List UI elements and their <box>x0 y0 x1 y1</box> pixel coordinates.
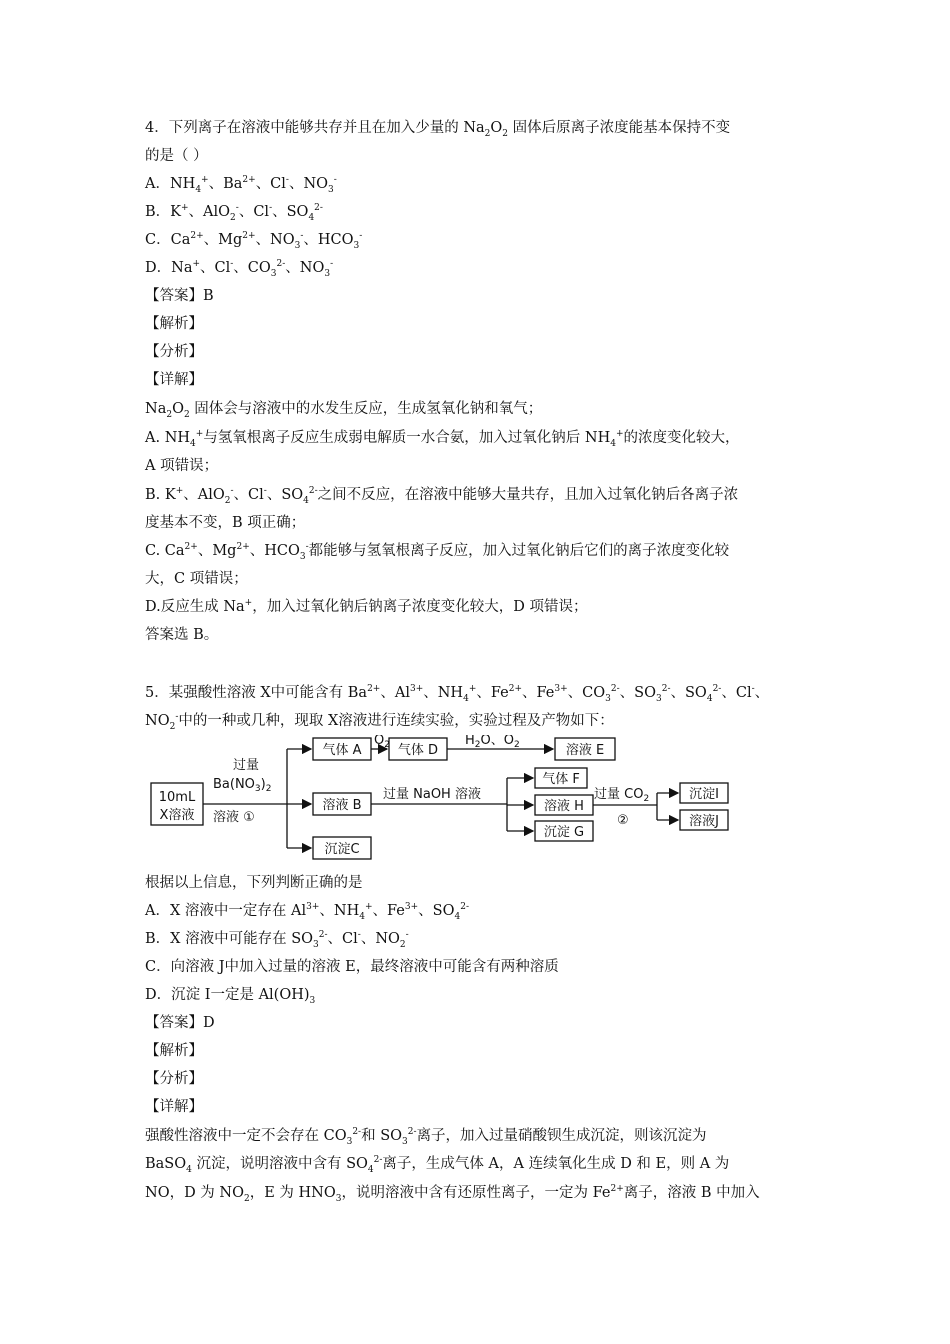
step2-label: ② <box>617 813 629 828</box>
q4-option-d: D．Na+、Cl-、$CO_3^{2-}$、$NO_3^-$ <box>145 259 334 279</box>
gas-f-label: 气体 F <box>542 772 580 787</box>
q4-option-c: C．$Ca^{2+}$、$Mg^{2+}$、$NO_3^-$、$HCO_3^-$ <box>145 231 363 251</box>
q4-detail-line3: A 项错误； <box>145 458 219 474</box>
solution-b-label: 溶液 B <box>322 798 362 813</box>
gas-d-label: 气体 D <box>397 743 439 758</box>
q5-option-d: D．沉淀 I一定是 $Al(OH)_3$ <box>145 987 316 1006</box>
h2o-o2-label: $H_2O$、$O_2$ <box>465 735 520 750</box>
q5-option-a: A．X 溶液中一定存在 $Al^{3+}$、$NH_4^+$、$Fe^{3+}$、$SO_4^{2-}$ <box>145 902 470 922</box>
q4-detail-line5: 度基本不变，B 项正确； <box>145 515 306 531</box>
reagent1-line3: 溶液 ① <box>213 810 255 825</box>
q4-detail-line2: A. $NH_4^+$与氢氧根离子反应生成弱电解质一水合氨，加入过氧化钠后 $NH_4^+$的浓度变化较大， <box>145 429 740 449</box>
q5-analysis-heading: 【解析】 <box>145 1043 203 1059</box>
q4-detail-line8: D.反应生成 Na+，加入过氧化钠后钠离子浓度变化较大，D 项错误； <box>145 598 588 615</box>
solution-j-label: 溶液J <box>689 814 719 829</box>
q4-detail-line6: C. $Ca^{2+}$、$Mg^{2+}$、$HCO_3^-$都能够与氢氧根离子反应，加入过氧化钠后它们的离子浓度变化较 <box>145 542 730 562</box>
q4-detail-line1: $Na_2O_2$ 固体会与溶液中的水发生反应，生成氢氧化钠和氧气； <box>145 401 543 420</box>
q5-detail-line3: NO，D 为 $NO_2$，E 为 $HNO_3$，说明溶液中含有还原性离子，一定为 $Fe^{2+}$离子，溶液 B 中加入 <box>145 1184 760 1204</box>
q5-option-c: C．向溶液 J中加入过量的溶液 E，最终溶液中可能含有两种溶质 <box>145 959 559 975</box>
solution-h-label: 溶液 H <box>544 799 584 814</box>
q5-detail-heading: 【详解】 <box>145 1099 203 1115</box>
precipitate-i-label: 沉淀I <box>689 787 719 802</box>
experiment-flow-diagram <box>145 735 735 863</box>
q5-stem-line1: 5．某强酸性溶液 X中可能含有 $Ba^{2+}$、$Al^{3+}$、$NH_4^+$、$Fe^{2+}$、$Fe^{3+}$、$CO_3^{2-}$、$SO_3^{2-}$、$SO_4^{2-}$、Cl-、 <box>145 684 770 704</box>
solution-e-label: 溶液 E <box>565 743 605 758</box>
q5-after-diagram: 根据以上信息，下列判断正确的是 <box>145 875 363 891</box>
q4-option-b: B．K+、AlO$_2$-、Cl-、$SO_4^{2-}$ <box>145 203 323 223</box>
start-label-line1: 10mL <box>158 790 196 805</box>
start-label-line2: X溶液 <box>159 808 195 823</box>
q5-detail-line2: BaSO$_4$ 沉淀，说明溶液中含有 $SO_4^{2-}$离子，生成气体 A，A 连续氧化生成 D 和 E，则 A 为 <box>145 1155 730 1175</box>
q4-answer: 【答案】B <box>145 288 214 304</box>
q4-detail-line4: B. K+、AlO$_2$-、Cl-、$SO_4^{2-}$之间不反应，在溶液中能够大量共存，且加入过氧化钠后各离子浓 <box>145 486 739 506</box>
q4-detail-line9: 答案选 B。 <box>145 627 219 643</box>
q4-detail-line7: 大，C 项错误； <box>145 571 248 587</box>
q4-detail-heading: 【详解】 <box>145 372 203 388</box>
q5-answer: 【答案】D <box>145 1015 215 1031</box>
naoh-label: 过量 NaOH 溶液 <box>383 787 481 802</box>
gas-a-label: 气体 A <box>322 743 362 758</box>
co2-label: 过量 $CO_2$ <box>594 787 650 804</box>
q4-analysis-heading: 【解析】 <box>145 316 203 332</box>
q4-fenxi-heading: 【分析】 <box>145 344 203 360</box>
q4-option-a: A．$NH_4^+$、$Ba^{2+}$、Cl-、$NO_3^-$ <box>145 175 337 195</box>
o2-label: $O_2$ <box>374 735 390 750</box>
q5-fenxi-heading: 【分析】 <box>145 1071 203 1087</box>
q5-detail-line1: 强酸性溶液中一定不会存在 $CO_3^{2-}$和 $SO_3^{2-}$离子，加入过量硝酸钡生成沉淀，则该沉淀为 <box>145 1127 707 1147</box>
q4-stem-line2: 的是（ ） <box>145 148 208 164</box>
q5-stem-line2: $NO_2^-$中的一种或几种，现取 X溶液进行连续实验，实验过程及产物如下： <box>145 712 614 732</box>
precipitate-g-label: 沉淀 G <box>543 825 585 840</box>
precipitate-c-label: 沉淀C <box>324 842 360 857</box>
reagent1-line2: $Ba(NO_3)_2$ <box>213 777 272 794</box>
reagent1-line1: 过量 <box>233 758 260 773</box>
q4-stem-line1: 4．下列离子在溶液中能够共存并且在加入少量的 $Na_2O_2$ 固体后原离子浓度能基本保持不变 <box>145 120 731 139</box>
q5-option-b: B．X 溶液中可能存在 $SO_3^{2-}$、Cl-、$NO_2^-$ <box>145 930 409 950</box>
